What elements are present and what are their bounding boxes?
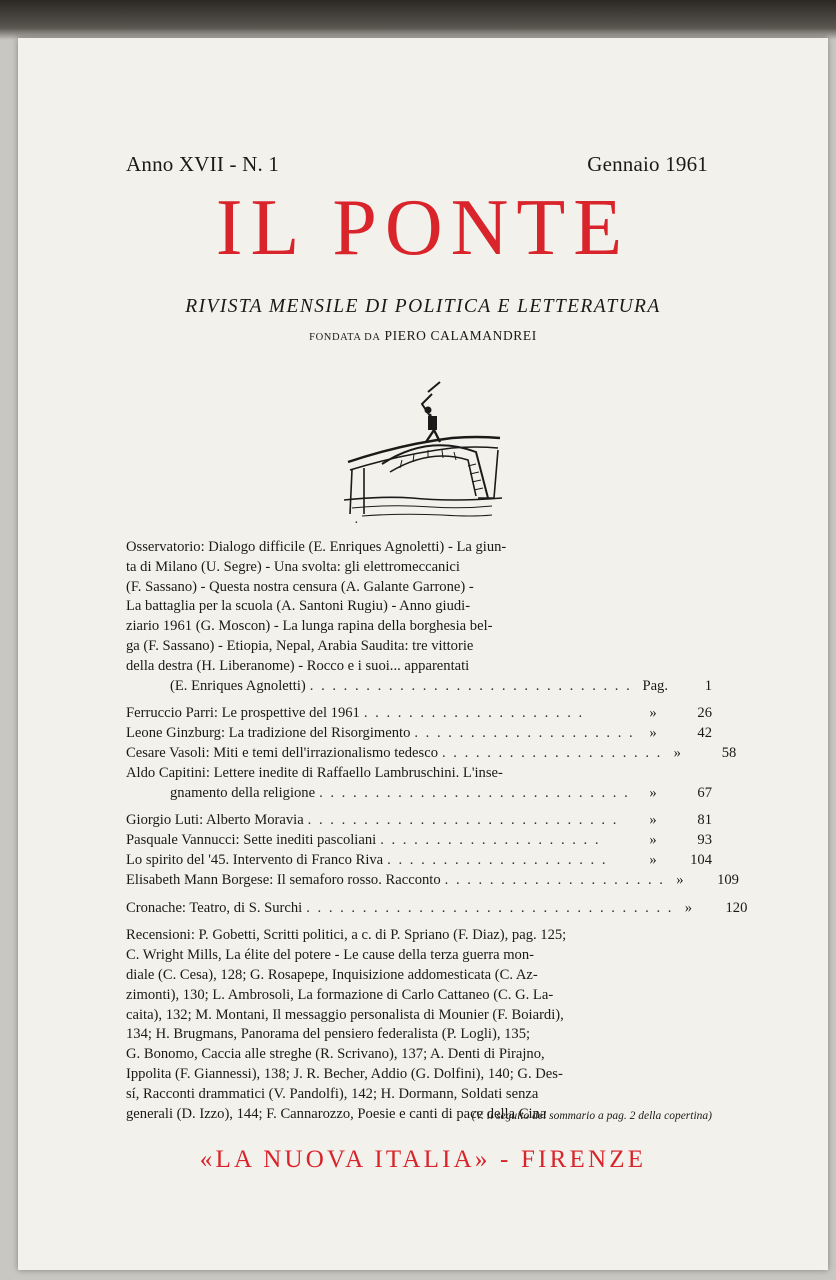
dot-leader: . . . . . . . . . . . . . . . . . . . . [414, 725, 635, 742]
dot-leader: . . . . . . . . . . . . . . . . . . . . . . . . . . . . . . . . . [306, 899, 674, 916]
toc-item [126, 811, 712, 831]
page-number: 58 [721, 744, 737, 761]
osservatorio-line-5: ziario 1961 (G. Moscon) - La lunga rapina della borghesia bel- [126, 618, 493, 635]
founder-prefix: FONDATA DA [309, 332, 381, 343]
dot-leader: . . . . . . . . . . . . . . . . . . . . . . . . . . . . [319, 784, 630, 801]
dot-leader: . . . . . . . . . . . . . . . . . . . . [387, 851, 608, 868]
top-shadow [0, 0, 836, 40]
continuation-note: (V. il seguito del sommario a pag. 2 della copertina) [471, 1110, 712, 1122]
recensioni-line-8: Ippolita (F. Giannessi), 138; J. R. Becher, Addio (G. Dolfini), 140; G. Des- [126, 1065, 563, 1082]
dot-leader: . . . . . . . . . . . . . . . . . . . . . . . . . . . . . [309, 677, 632, 694]
recensioni-entry [126, 926, 712, 1124]
ditto-mark: » [649, 851, 657, 868]
toc-item-text: Cronache: Teatro, di S. Surchi [126, 899, 303, 916]
toc-item-text: gnamento della religione [170, 784, 316, 801]
toc-item-text: Giorgio Luti: Alberto Moravia [126, 812, 304, 829]
toc-item-text: Lo spirito del '45. Intervento di Franco Riva [126, 851, 384, 868]
ditto-mark: » [649, 832, 657, 849]
page-number: 104 [690, 851, 712, 868]
osservatorio-entry [126, 538, 712, 696]
osservatorio-line-8 [170, 677, 712, 697]
osservatorio-line-7: della destra (H. Liberanome) - Rocco e i suoi... apparentati [126, 657, 470, 674]
toc-item [126, 899, 748, 919]
recensioni-line-9: sí, Racconti drammatici (V. Pandolfi), 142; H. Dormann, Soldati senza [126, 1085, 539, 1102]
toc-item [126, 871, 739, 891]
founder-name: PIERO CALAMANDREI [384, 328, 537, 343]
recensioni-line-1: Recensioni: P. Gobetti, Scritti politici, a c. di P. Spriano (F. Diaz), pag. 125; [126, 927, 567, 944]
recensioni-line-7: G. Bonomo, Caccia alle streghe (R. Scrivano), 137; A. Denti di Pirajno, [126, 1046, 545, 1063]
page-number: 81 [697, 812, 712, 829]
dot-leader: . . . . . . . . . . . . . . . . . . . . [444, 871, 665, 888]
osservatorio-line-8-text: (E. Enriques Agnoletti) [170, 677, 306, 694]
dot-leader: . . . . . . . . . . . . . . . . . . . . [442, 744, 663, 761]
articles-group [126, 704, 737, 803]
recensioni-line-5: caita), 132; M. Montani, Il messaggio personalista di Mounier (F. Boiardi), [126, 1006, 564, 1023]
separator-dot: · [354, 516, 359, 531]
ditto-mark: » [649, 812, 657, 829]
osservatorio-line-4: La battaglia per la scuola (A. Santoni Rugiu) - Anno giudi- [126, 598, 471, 615]
toc-item-line-1: Aldo Capitini: Lettere inedite di Raffaello Lambruschini. L'inse- [126, 764, 503, 781]
magazine-cover [18, 38, 828, 1270]
toc-item [126, 704, 712, 724]
toc-item-text: Elisabeth Mann Borgese: Il semaforo rosso. Racconto [126, 871, 441, 888]
toc-item [126, 784, 712, 804]
issue-date: Gennaio 1961 [587, 152, 708, 176]
recensioni-line-4: zimonti), 130; L. Ambrosoli, La formazione di Carlo Cattaneo (C. G. La- [126, 986, 554, 1003]
pag-label: Pag. [642, 677, 668, 694]
issue-number: Anno XVII - N. 1 [126, 152, 280, 176]
page-number: 120 [725, 899, 748, 916]
literary-group [126, 811, 739, 890]
toc-item-text: Leone Ginzburg: La tradizione del Risorgimento [126, 725, 411, 742]
page-number: 26 [697, 705, 712, 722]
page-number: 67 [697, 784, 712, 801]
osservatorio-line-3: (F. Sassano) - Questa nostra censura (A. Galante Garrone) - [126, 578, 474, 595]
ditto-mark: » [684, 899, 693, 916]
ditto-mark: » [649, 725, 657, 742]
dot-leader: . . . . . . . . . . . . . . . . . . . . . . . . . . . . [307, 812, 619, 829]
recensioni-line-10: generali (D. Izzo), 144; F. Cannarozzo, Poesie e canti di pace della Cina [126, 1105, 547, 1122]
cronache-group [126, 899, 748, 919]
page-number: 109 [717, 871, 739, 888]
publisher-line: «LA NUOVA ITALIA» - FIRENZE [199, 1146, 647, 1173]
founder-line [18, 328, 828, 344]
osservatorio-line-2: ta di Milano (U. Segre) - Una svolta: gli elettromeccanici [126, 558, 460, 575]
bridge-logo-icon [342, 374, 504, 524]
recensioni-line-2: C. Wright Mills, La élite del potere - Le cause della terza guerra mon- [126, 947, 535, 964]
ditto-mark: » [676, 871, 684, 888]
issue-header [126, 152, 708, 177]
toc-item-text: Cesare Vasoli: Miti e temi dell'irrazionalismo tedesco [126, 744, 438, 761]
recensioni-line-3: diale (C. Cesa), 128; G. Rosapepe, Inquisizione addomesticata (C. Az- [126, 966, 538, 983]
toc-item-text: Ferruccio Parri: Le prospettive del 1961 [126, 705, 360, 722]
dot-leader: . . . . . . . . . . . . . . . . . . . . [363, 705, 585, 722]
page-number: 93 [697, 832, 712, 849]
toc-item [126, 744, 737, 764]
toc-item [126, 851, 712, 871]
ditto-mark: » [673, 744, 681, 761]
page-number: 1 [704, 677, 712, 694]
toc-item [126, 724, 712, 744]
recensioni-line-6: 134; H. Brugmans, Panorama del pensiero federalista (P. Logli), 135; [126, 1026, 531, 1043]
dot-leader: . . . . . . . . . . . . . . . . . . . . [380, 832, 601, 849]
masthead-subtitle: RIVISTA MENSILE DI POLITICA E LETTERATURA [185, 296, 661, 317]
toc-item [126, 831, 712, 851]
toc-item-text: Pasquale Vannucci: Sette inediti pascoliani [126, 832, 377, 849]
osservatorio-line-1: Osservatorio: Dialogo difficile (E. Enriques Agnoletti) - La giun- [126, 539, 507, 555]
osservatorio-line-6: ga (F. Sassano) - Etiopia, Nepal, Arabia Saudita: tre vittorie [126, 637, 474, 654]
table-of-contents [126, 538, 748, 1132]
masthead-title: IL PONTE [215, 184, 631, 272]
ditto-mark: » [649, 705, 657, 722]
page-number: 42 [697, 725, 712, 742]
ditto-mark: » [649, 784, 657, 801]
